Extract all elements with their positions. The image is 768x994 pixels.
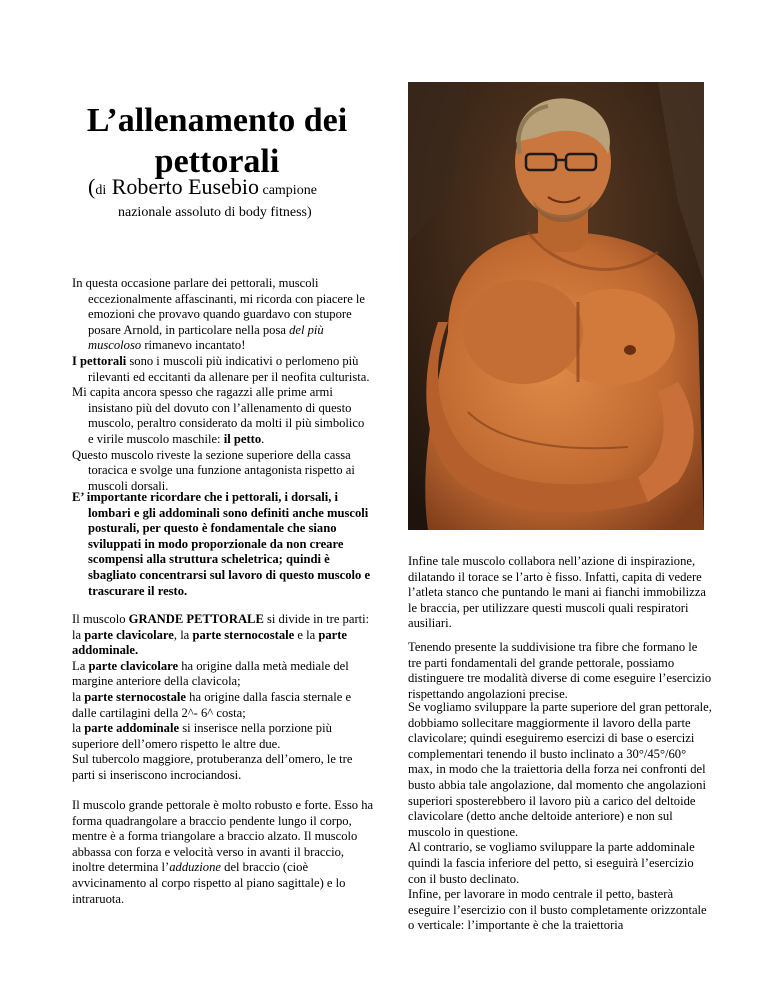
byline-open-paren: ( bbox=[88, 174, 96, 199]
right-section-3 bbox=[408, 700, 713, 934]
grande-l2-a: La bbox=[72, 658, 89, 673]
intro-paragraph-2 bbox=[72, 354, 372, 385]
grande-l1-d: , la bbox=[173, 627, 193, 642]
grande-l4-b: si inserisce nella porzione più superiore dell’omero rispetto le altre due. bbox=[72, 721, 332, 751]
robusto-section bbox=[72, 798, 377, 907]
bodybuilder-photo-icon bbox=[408, 82, 704, 530]
intro-paragraph-3 bbox=[72, 385, 372, 447]
intro-p1-text: In questa occasione parlare dei pettorali, muscoli eccezionalmente affascinanti, mi ricorda con piacere le emozioni che provavo quando guardavo con stupore posare Arnold, in particolare nella posa bbox=[72, 276, 366, 337]
bodybuilder-photo bbox=[408, 82, 704, 530]
grande-l1-clavicolare: parte clavicolare bbox=[84, 627, 174, 642]
intro-p2-bold: I pettorali bbox=[72, 353, 127, 368]
robusto-text-b: del braccio (cioè avvicinamento al corpo rispetto al piano sagittale) e lo intraruota. bbox=[72, 860, 346, 906]
title-line-1: L’allenamento dei bbox=[86, 102, 348, 139]
grande-l1-bold: GRANDE PETTORALE bbox=[128, 612, 264, 626]
byline bbox=[88, 176, 388, 224]
right-paragraph-2: Tenendo presente la suddivisione tra fibre che formano le tre parti fondamentali del grande pettorale, possiamo distinguere tre modalità diverse di come eseguire l’esercizio rispettando angolazioni precise. bbox=[408, 640, 712, 701]
grande-l2-bold: parte clavicolare bbox=[88, 658, 179, 673]
right-paragraph-4: Al contrario, se vogliamo sviluppare la parte addominale quindi la fascia inferiore del petto, si eseguirà l’esercizio con il busto declinato. bbox=[408, 840, 695, 886]
intro-p1-end: rimanevo incantato! bbox=[141, 338, 246, 353]
grande-pettorale-section bbox=[72, 612, 377, 784]
byline-campione: campione bbox=[258, 183, 317, 198]
grande-l1-addominale: parte addominale. bbox=[72, 627, 348, 658]
intro-p2-text: sono i muscoli più indicativi o perlomeno più rilevanti ed eccitanti da allenare per il neofita culturista. bbox=[88, 353, 370, 384]
right-paragraph-3: Se vogliamo sviluppare la parte superiore del gran pettorale, dobbiamo sollecitare maggiormente il lavoro della parte clavicolare; quindi eseguiremo esercizi di base o esercizi complementari tenendo il busto inclinato a 30°/45°/60° max, in modo che la traiettoria della forza nei confronti del busto abbia tale angolazione, dal momento che angolazioni superiori sposterebbero il lavoro più a carico del deltoide clavicolare (detto anche deltoide anteriore) e non sul muscolo in questione. bbox=[408, 700, 712, 839]
grande-l1-sternocostale: parte sternocostale bbox=[192, 627, 295, 642]
grande-l2-b: ha origine dalla metà mediale del margine anteriore della clavicola; bbox=[72, 658, 349, 689]
important-paragraph: E’ importante ricordare che i pettorali, i dorsali, i lombari e gli addominali sono definiti anche muscoli posturali, per questo è fondamentale che siano sviluppati in modo proporzionale da non creare scompensi alla struttura scheletrica; quindi è sbagliato concentrarsi sul lavoro di questo muscolo e trascurare il resto. bbox=[72, 490, 371, 598]
intro-p3-bold: il petto bbox=[223, 431, 262, 446]
robusto-text-a: Il muscolo grande pettorale è molto robusto e forte. Esso ha forma quadrangolare a braccio pendente lungo il corpo, mentre è a forma triangolare a braccio alzato. Il muscolo abbassa con forza e velocità verso in avanti il braccio, inoltre determina l’ bbox=[72, 798, 374, 875]
grande-l1-f: e la bbox=[294, 627, 319, 642]
robusto-italic: adduzione bbox=[169, 860, 221, 875]
intro-p3-text: Mi capita ancora spesso che ragazzi alle prime armi insistano più del dovuto con l’allenamento di questo muscolo, peraltro considerato da molti il più simbolico e virile muscolo maschile: bbox=[72, 385, 365, 446]
intro-p3-end: . bbox=[261, 431, 265, 446]
grande-l3-a: la bbox=[72, 689, 85, 704]
byline-di: di bbox=[95, 183, 107, 198]
grande-l4-bold: parte addominale bbox=[84, 721, 180, 736]
grande-l1-b: si divide in tre parti: la bbox=[72, 612, 370, 642]
article-title bbox=[72, 100, 362, 182]
intro-paragraph-1 bbox=[72, 276, 372, 354]
byline-subtitle: nazionale assoluto di body fitness) bbox=[118, 205, 312, 220]
grande-l3-b: ha origine dalla fascia sternale e dalle cartilagini della 2^- 6^ costa; bbox=[72, 689, 352, 720]
intro-p1-italic: del più muscoloso bbox=[88, 322, 324, 353]
byline-author: Roberto Eusebio bbox=[106, 174, 259, 199]
important-section bbox=[72, 490, 372, 599]
grande-l5: Sul tubercolo maggiore, protuberanza dell’omero, le tre parti si inseriscono incrociandosi. bbox=[72, 752, 353, 782]
grande-l3-bold: parte sternocostale bbox=[84, 689, 187, 704]
grande-l1-a: Il muscolo bbox=[72, 612, 129, 626]
title-line-2: pettorali bbox=[154, 143, 280, 180]
right-paragraph-5: Infine, per lavorare in modo centrale il petto, basterà eseguire l’esercizio con il busto completamente orizzontale o verticale: l’importante è che la traiettoria bbox=[408, 887, 707, 933]
intro-section bbox=[72, 276, 372, 494]
right-paragraph-1: Infine tale muscolo collabora nell’azione di inspirazione, dilatando il torace se l’arto è fisso. Infatti, capita di vedere l’atleta stanco che puntando le mani ai fianchi immobilizza le braccia, per utilizzare questi muscoli quali respiratori ausiliari. bbox=[408, 554, 706, 631]
grande-l4-a: la bbox=[72, 721, 85, 736]
intro-paragraph-4: Questo muscolo riveste la sezione superiore della cassa toracica e svolge una funzione antagonista rispetto ai muscoli dorsali. bbox=[72, 447, 355, 493]
